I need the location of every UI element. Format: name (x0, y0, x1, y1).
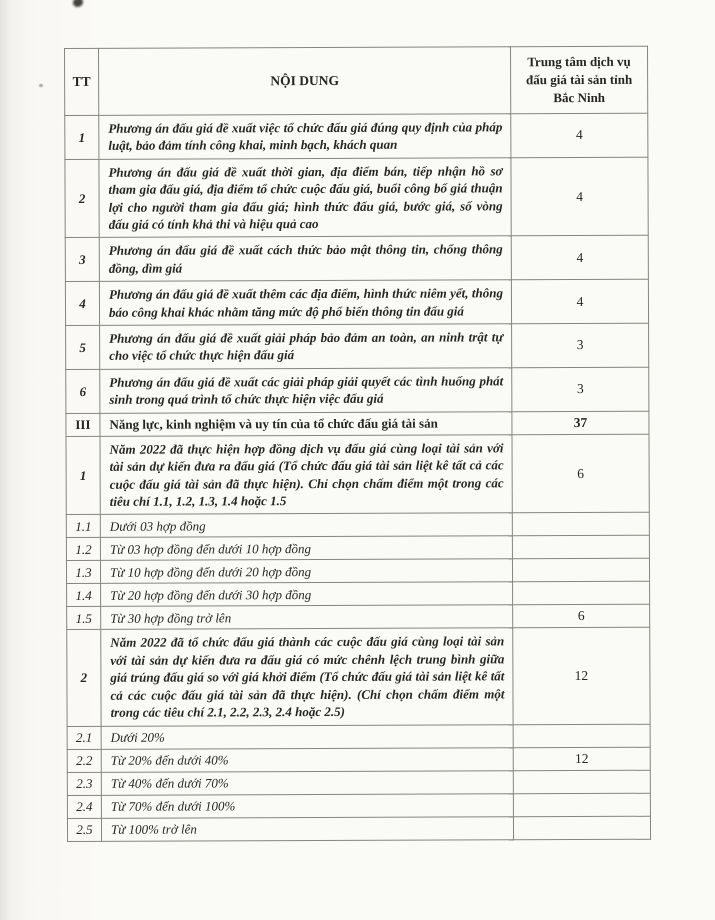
row-number-cell: III (66, 413, 100, 436)
criterion-text-cell: Từ 100% trở lên (101, 816, 513, 841)
row-number-cell: 1 (66, 436, 100, 515)
score-value-cell (513, 770, 650, 794)
table-row (67, 628, 650, 726)
table-row (65, 113, 648, 159)
score-value-cell: 6 (513, 605, 650, 629)
row-number-cell: 2.2 (67, 749, 101, 772)
score-value-cell (513, 582, 650, 606)
table-row (67, 816, 650, 841)
table-row (66, 513, 649, 538)
score-value-cell (513, 724, 650, 748)
table-row (65, 157, 648, 238)
criterion-text-cell: Phương án đấu giá đề xuất thêm các địa điểm, hình thức niêm yết, thông báo công khai khác nhằm tăng mức độ phổ biến thông tin đấu giá (99, 280, 511, 325)
score-value-cell (513, 816, 650, 840)
criteria-table-body (65, 113, 651, 841)
row-number-cell: 1.3 (66, 561, 100, 584)
table-row (67, 724, 650, 749)
row-number-cell: 1.2 (66, 538, 100, 561)
score-value-cell: 4 (511, 236, 648, 280)
table-row (65, 236, 648, 282)
score-value-cell: 4 (511, 157, 648, 236)
criterion-text-cell: Năng lực, kinh nghiệm và uy tín của tổ chức đấu giá tài sản (100, 411, 512, 436)
criterion-text-cell: Từ 40% đến dưới 70% (101, 770, 513, 795)
scan-artifact (73, 0, 83, 7)
score-value-cell: 3 (512, 367, 649, 411)
row-number-cell: 3 (65, 238, 99, 282)
column-header-score: Trung tâm dịch vụ đấu giá tài sản tỉnh Bắc Ninh (510, 46, 647, 114)
criterion-text-cell: Dưới 03 hợp đồng (100, 513, 512, 538)
criterion-text-cell: Phương án đấu giá đề xuất việc tổ chức đấu giá đúng quy định của pháp luật, bảo đảm tính công khai, minh bạch, khách quan (99, 114, 511, 159)
table-row (66, 323, 649, 369)
criteria-score-table (64, 46, 651, 842)
criterion-text-cell: Phương án đấu giá đề xuất cách thức bảo mật thông tin, chống thông đồng, dìm giá (99, 236, 511, 281)
score-value-cell (512, 536, 649, 560)
row-number-cell: 2 (67, 630, 101, 726)
score-value-cell (513, 793, 650, 817)
row-number-cell: 6 (66, 369, 100, 413)
row-number-cell: 1.5 (67, 607, 101, 630)
criterion-text-cell: Phương án đấu giá đề xuất các giải pháp giải quyết các tình huống phát sinh trong quá trình tổ chức thực hiện việc đấu giá (100, 368, 512, 413)
row-number-cell: 5 (66, 325, 100, 369)
criterion-text-cell: Từ 03 hợp đồng đến dưới 10 hợp đồng (100, 536, 512, 561)
table-row (66, 434, 649, 515)
row-number-cell: 1.4 (67, 584, 101, 607)
row-number-cell: 2.4 (67, 795, 101, 818)
table-row (66, 367, 649, 413)
table-row (67, 793, 650, 818)
column-header-content: NỘI DUNG (99, 47, 511, 116)
row-number-cell: 1 (65, 115, 99, 159)
table-row (66, 536, 649, 561)
row-number-cell: 1.1 (66, 515, 100, 538)
table-row (66, 559, 649, 584)
column-header-tt: TT (65, 48, 99, 115)
criterion-text-cell: Từ 70% đến dưới 100% (101, 793, 513, 818)
score-value-cell: 37 (512, 411, 649, 435)
row-number-cell: 2.1 (67, 726, 101, 749)
row-number-cell: 4 (65, 282, 99, 326)
row-number-cell: 2.5 (67, 818, 101, 841)
score-value-cell: 4 (511, 280, 648, 324)
criterion-text-cell: Phương án đấu giá đề xuất thời gian, địa điểm bán, tiếp nhận hồ sơ tham gia đấu giá, địa điểm tổ chức cuộc đấu giá, buổi công bố giá thuận lợi cho người tham gia đấu giá; hình thức đấu giá, bước giá, số vòng đấu giá có tính khả thi và hiệu quả cao (99, 158, 511, 238)
criterion-text-cell: Từ 30 hợp đồng trở lên (101, 605, 513, 630)
table-row (67, 747, 650, 772)
criterion-text-cell: Từ 20 hợp đồng đến dưới 30 hợp đồng (101, 582, 513, 607)
table-row (66, 411, 649, 436)
criterion-text-cell: Từ 20% đến dưới 40% (101, 747, 513, 772)
score-value-cell: 6 (512, 434, 649, 513)
score-value-cell: 4 (511, 113, 648, 157)
table-header-row (65, 46, 648, 115)
criterion-text-cell: Năm 2022 đã tổ chức đấu giá thành các cuộc đấu giá cùng loại tài sản với tài sản dự kiến đưa ra đấu giá có mức chênh lệch trung bình giữa giá trúng đấu giá so với giá khởi điểm (Tổ chức đấu giá tài sản liệt kê tất cả các cuộc đấu giá tài sản đã thực hiện). (Chỉ chọn chấm điểm một trong các tiêu chí 2.1, 2.2, 2.3, 2.4 hoặc 2.5) (101, 628, 513, 726)
score-value-cell (512, 513, 649, 537)
criterion-text-cell: Phương án đấu giá đề xuất giải pháp bảo đảm an toàn, an ninh trật tự cho việc tổ chức thực hiện đấu giá (100, 324, 512, 369)
score-value-cell: 12 (513, 747, 650, 771)
score-value-cell: 12 (513, 628, 650, 725)
score-value-cell: 3 (512, 323, 649, 367)
table-row (67, 582, 650, 607)
row-number-cell: 2.3 (67, 772, 101, 795)
criterion-text-cell: Năm 2022 đã thực hiện hợp đồng dịch vụ đấu giá cùng loại tài sản với tài sản dự kiến đưa ra đấu giá (Tổ chức đấu giá tài sản liệt kê tất cả các cuộc đấu giá tài sản đã thực hiện). Chỉ chọn chấm điểm một trong các tiêu chí 1.1, 1.2, 1.3, 1.4 hoặc 1.5 (100, 435, 512, 515)
table-row (65, 280, 648, 326)
table-row (67, 770, 650, 795)
criterion-text-cell: Dưới 20% (101, 724, 513, 749)
row-number-cell: 2 (65, 159, 99, 238)
table-row (67, 605, 650, 630)
score-value-cell (512, 559, 649, 583)
criterion-text-cell: Từ 10 hợp đồng đến dưới 20 hợp đồng (100, 559, 512, 584)
scan-artifact (39, 84, 43, 87)
